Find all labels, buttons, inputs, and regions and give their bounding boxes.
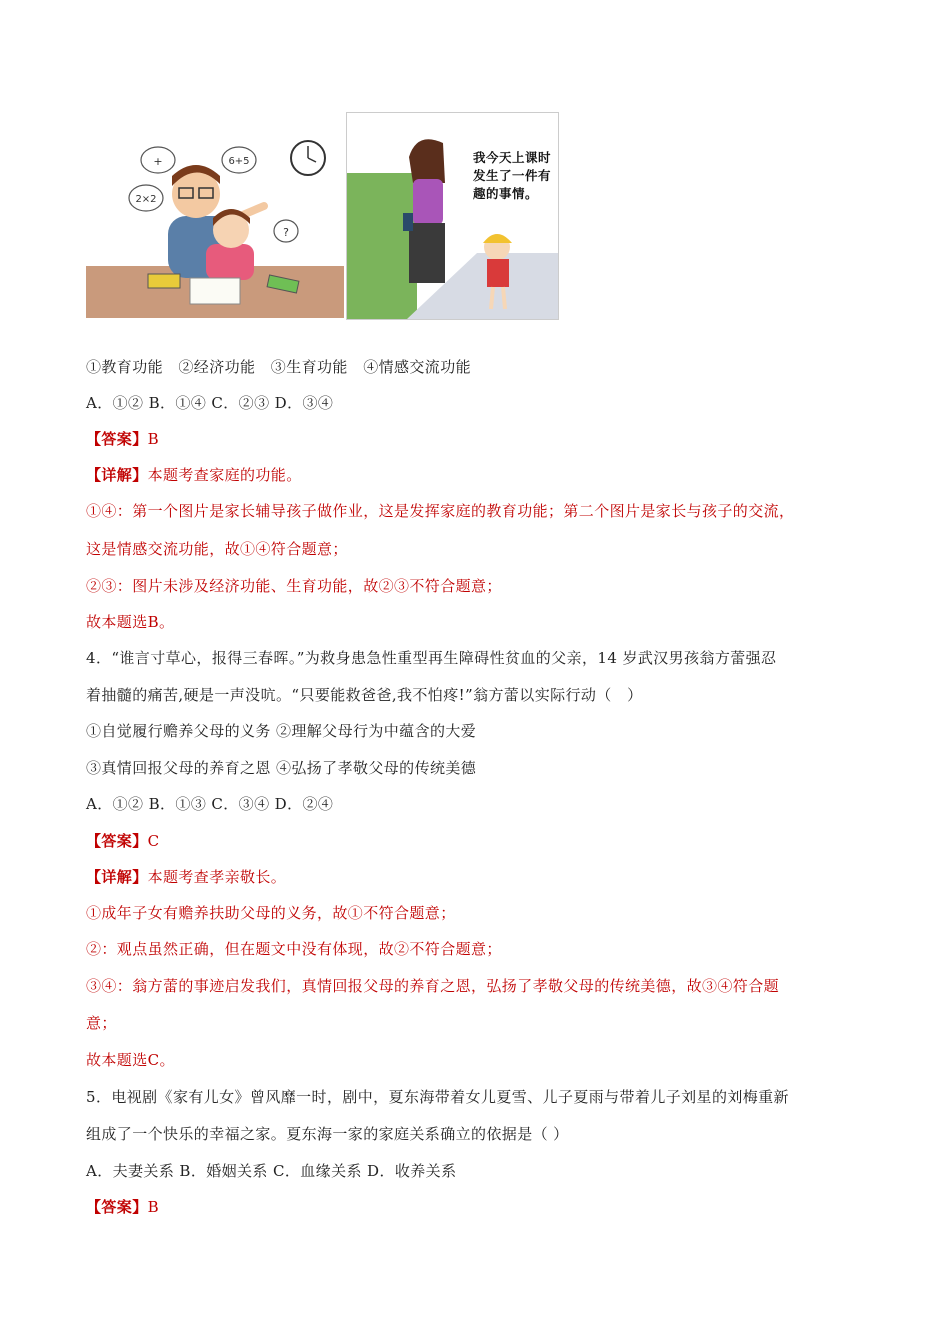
walking-scene-image xyxy=(347,113,558,319)
bubble-plus: + xyxy=(153,155,163,168)
bubble-question: ? xyxy=(283,226,289,239)
answer-value: B xyxy=(147,430,160,448)
answer-value: C xyxy=(147,832,160,850)
q4-detail xyxy=(86,866,286,887)
q4-detail-line-4: 意； xyxy=(86,1014,117,1032)
q5-choices: A．夫妻关系 B．婚姻关系 C．血缘关系 D．收养关系 xyxy=(86,1162,457,1180)
q3-detail-line-1: ①④：第一个图片是家长辅导孩子做作业，这是发挥家庭的教育功能；第二个图片是家长与孩子的交流， xyxy=(86,502,795,520)
q5-stem-line-1: 5．电视剧《家有儿女》曾风靡一时，剧中，夏东海带着女儿夏雪、儿子夏雨与带着儿子刘星的刘梅重新 xyxy=(86,1088,789,1106)
detail-text: 本题考查孝亲敬长。 xyxy=(147,868,287,886)
q3-detail-line-3: ②③：图片未涉及经济功能、生育功能，故②③不符合题意； xyxy=(86,577,502,595)
q4-answer xyxy=(86,830,160,851)
answer-label: 【答案】 xyxy=(86,430,148,448)
speech-text: 我今天上课时发生了一件有趣的事情。 xyxy=(473,150,552,201)
answer-label: 【答案】 xyxy=(86,832,148,850)
answer-value: B xyxy=(147,1198,160,1216)
q3-detail xyxy=(86,464,302,485)
detail-label: 【详解】 xyxy=(86,868,148,886)
q4-stem-line-2: 着抽髓的痛苦,硬是一声没吭。“只要能救爸爸,我不怕疼!”翁方蕾以实际行动（ ） xyxy=(86,686,643,704)
q3-answer xyxy=(86,428,159,449)
q3-detail-line-2: 这是情感交流功能，故①④符合题意； xyxy=(86,540,348,558)
q4-options-line-1: ①自觉履行赡养父母的义务 ②理解父母行为中蕴含的大爱 xyxy=(86,722,477,740)
q3-options: ①教育功能 ②经济功能 ③生育功能 ④情感交流功能 xyxy=(86,358,472,376)
detail-label: 【详解】 xyxy=(86,466,148,484)
detail-text: 本题考查家庭的功能。 xyxy=(147,466,302,484)
bubble-sum: 6+5 xyxy=(228,156,250,167)
q4-stem-line-1: 4．“谁言寸草心，报得三春晖。”为救身患急性重型再生障碍性贫血的父亲，14 岁武汉男孩翁方蕾强忍 xyxy=(86,649,777,667)
homework-illustration xyxy=(86,126,344,318)
homework-scene-image xyxy=(86,126,344,318)
q3-detail-line-4: 故本题选B。 xyxy=(86,613,175,631)
q4-detail-line-3: ③④：翁方蕾的事迹启发我们，真情回报父母的养育之恩，弘扬了孝敬父母的传统美德，故③④符合题 xyxy=(86,977,780,995)
q4-detail-line-2: ②：观点虽然正确，但在题文中没有体现，故②不符合题意； xyxy=(86,940,502,958)
q4-detail-line-5: 故本题选C。 xyxy=(86,1051,175,1069)
bubble-mult: 2×2 xyxy=(135,194,157,205)
figures xyxy=(86,112,558,320)
q5-answer xyxy=(86,1196,159,1217)
q4-options-line-2: ③真情回报父母的养育之恩 ④弘扬了孝敬父母的传统美德 xyxy=(86,759,477,777)
q3-choices: A．①② B．①④ C．②③ D．③④ xyxy=(86,394,334,412)
q5-stem-line-2: 组成了一个快乐的幸福之家。夏东海一家的家庭关系确立的依据是（ ） xyxy=(86,1125,569,1143)
mother-child-illustration xyxy=(346,112,559,320)
answer-label: 【答案】 xyxy=(86,1198,148,1216)
q4-detail-line-1: ①成年子女有赡养扶助父母的义务，故①不符合题意； xyxy=(86,904,456,922)
q4-choices: A．①② B．①③ C．③④ D．②④ xyxy=(86,795,334,813)
